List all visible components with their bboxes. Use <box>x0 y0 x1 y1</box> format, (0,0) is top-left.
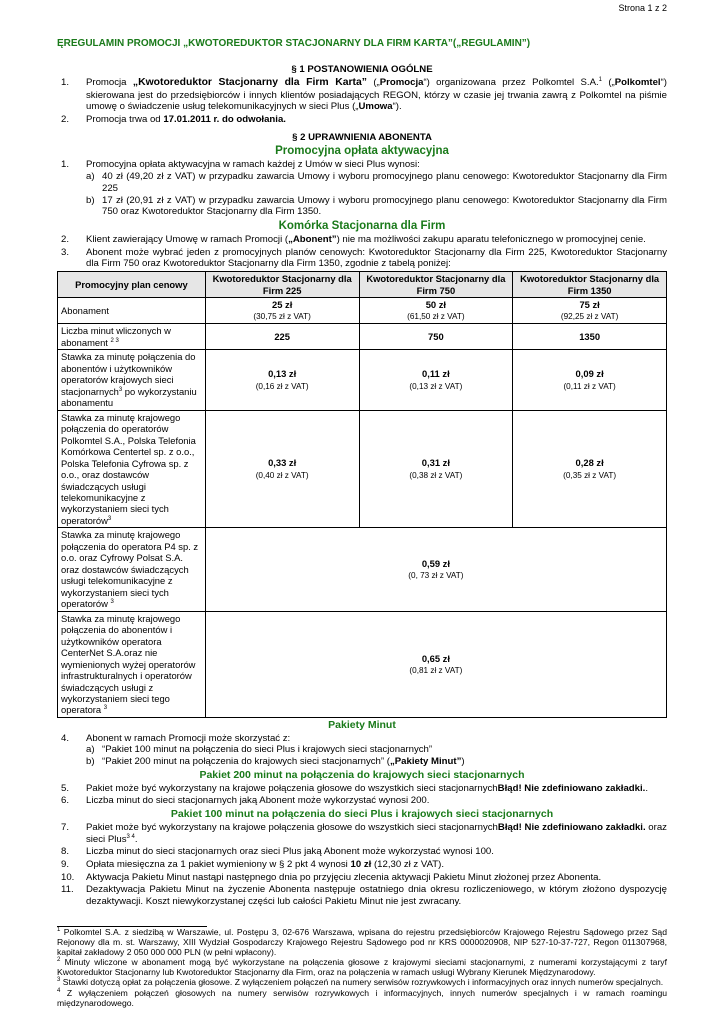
text: Stawka za minutę połączenia do abonentów i użytkowników operatorów krajowych sieci stacjonarnych <box>61 351 196 397</box>
text: Stawki dotyczą opłat za połączenia głosowe. Z wyłączeniem połączeń na numery serwisów rozrywkowych i informacyjnych oraz innych numerów specjalnych. <box>60 977 664 988</box>
list-item <box>57 884 667 907</box>
item-number: 2. <box>61 233 70 245</box>
text: Promocyjna opłata aktywacyjna w ramach każdej z Umów w sieci Plus wynosi: <box>86 159 420 171</box>
minutes: 1350 <box>579 331 601 343</box>
table-cell <box>359 350 513 410</box>
text: “). <box>392 101 402 113</box>
item-number: 9. <box>61 858 70 870</box>
term-polkomtel: Polkomtel <box>614 76 661 88</box>
table-cell <box>205 350 359 410</box>
footnote <box>57 927 667 957</box>
price: 0,33 zł <box>268 457 297 469</box>
sub-item <box>86 744 667 756</box>
price-vat: (0,40 zł z VAT) <box>255 470 309 480</box>
section-2-list <box>57 159 667 218</box>
price-vat: (0,38 zł z VAT) <box>409 470 463 480</box>
table-cell <box>205 410 359 528</box>
footnote <box>57 988 667 1008</box>
footnote-ref: 3 <box>103 705 108 712</box>
item-number: 4. <box>61 732 70 744</box>
sub-item <box>86 195 667 218</box>
sub-item <box>86 756 667 768</box>
text: Pakiet może być wykorzystany na krajowe połączenia głosowe do wszystkich sieci stacjonarnych <box>86 821 498 833</box>
footnote-number: 1 <box>57 926 61 933</box>
section-1-list <box>57 77 667 126</box>
text: Liczba minut do sieci stacjonarnych jaką Abonent może wykorzystać wynosi 200. <box>86 795 430 807</box>
footnote-number: 2 <box>57 957 61 964</box>
table-header: Kwotoreduktor Stacjonarny dla Firm 1350 <box>513 272 667 298</box>
table-cell <box>513 324 667 350</box>
table-cell <box>359 410 513 528</box>
table-cell <box>513 297 667 323</box>
page-number: Strona 1 z 2 <box>618 3 667 13</box>
document-title: ĘREGULAMIN PROMOCJI „KWOTOREDUKTOR STACJONARNY DLA FIRM KARTA”(„REGULAMIN”) <box>57 38 531 49</box>
item-number: 11. <box>61 884 74 896</box>
text: . <box>134 833 138 845</box>
text: po wykorzystaniu abonamentu <box>61 385 197 409</box>
item-number: 3. <box>61 246 70 258</box>
text: “Pakiet 200 minut na połączenia do krajowych sieci stacjonarnych” ( <box>102 756 390 768</box>
item-number: 6. <box>61 795 70 807</box>
table-header-row <box>58 272 667 298</box>
price-vat: (0,81 zł z VAT) <box>409 666 463 676</box>
price-vat: (0,16 zł z VAT) <box>255 381 309 391</box>
table-cell <box>513 350 667 410</box>
sub-list <box>86 171 667 218</box>
subheading-komorka: Komórka Stacjonarna dla Firm <box>278 219 446 232</box>
footnote-ref: 3 4 <box>126 833 135 840</box>
pakiet-200-list <box>57 783 667 807</box>
price: 25 zł <box>271 298 293 310</box>
item-number: 1. <box>61 159 70 171</box>
list-item <box>57 822 667 845</box>
text: Stawka za minutę krajowego połączenia do operatora P4 sp. z o.o. oraz Cyfrowy Polsat S.A. oraz dostawców świadczących usługi telekomunikacyjne z wykorzystaniem sieci tych operatorów <box>61 529 199 610</box>
table-cell <box>205 324 359 350</box>
section-1-heading: § 1 POSTANOWIENIA OGÓLNE <box>291 64 433 76</box>
price: 0,09 zł <box>575 368 604 380</box>
price: 0,65 zł <box>421 652 450 664</box>
price-vat: (92,25 zł z VAT) <box>560 312 619 322</box>
text: Polkomtel S.A. z siedzibą w Warszawie, ul. Postępu 3, 02-676 Warszawa, wpisana do rejestru przedsiębiorców Krajowego Rejestru Sądowego przez Sąd Rejonowy dla m. st. Warszawy, XIII Wydział Gospodarczy Krajowego Rejestru Sądowego pod nr KRS 0000020908, NIP 527-10-37-727, Regon 011307968, kapitał zakładowy 2 050 000 000 PLN (w pełni wpłacony). <box>57 926 667 958</box>
text: ) nie ma możliwości zakupu aparatu telefonicznego w promocyjnej cenie. <box>336 233 646 245</box>
sub-letter: a) <box>86 171 95 183</box>
table-header: Kwotoreduktor Stacjonarny dla Firm 750 <box>359 272 513 298</box>
error-text: Błąd! Nie zdefiniowano zakładki. <box>497 782 646 794</box>
footnote-ref: 1 <box>598 76 603 83</box>
text: 40 zł (49,20 zł z VAT) w przypadku zawarcia Umowy i wyboru promocyjnego planu cenowego: Kwotoreduktor Stacjonarny dla Firm 225 <box>102 171 667 194</box>
list-item <box>57 859 667 871</box>
sub-item <box>86 171 667 194</box>
list-item <box>57 234 667 246</box>
row-label: Abonament <box>58 297 206 323</box>
item-number: 5. <box>61 782 70 794</box>
text: („ <box>602 76 615 88</box>
error-text: Błąd! Nie zdefiniowano zakładki. <box>497 821 646 833</box>
sub-list <box>86 744 667 767</box>
item-number: 7. <box>61 821 70 833</box>
footnote-ref: 3 <box>107 515 112 522</box>
footnote-ref: 3 <box>118 386 123 393</box>
price-vat: (30,75 zł z VAT) <box>253 312 311 322</box>
text: Abonent może wybrać jeden z promocyjnych planów cenowych: Kwotoreduktor Stacjonarny dla Firm 225, Kwotoreduktor Stacjonarny dla Firm 750 oraz Kwotoreduktor Stacjonarny dla Firm 1350, zgodnie z tabelą poniżej: <box>86 246 667 270</box>
row-label <box>58 324 206 350</box>
term-promocja: Promocja <box>379 76 424 88</box>
price: 50 zł <box>425 298 447 310</box>
text: Stawka za minutę krajowego połączenia do abonentów i użytkowników operatora CenterNet S.A.oraz nie wymienionych wyżej operatorów infrastrukturalnych i operatorów świadczących usługi z wykorzystaniem sieci tego operatora <box>61 612 196 716</box>
text: ) <box>461 756 465 768</box>
sub-letter: b) <box>86 194 95 206</box>
list-item <box>57 872 667 884</box>
pakiet-100-list <box>57 822 667 908</box>
table-row <box>58 410 667 528</box>
list-item <box>57 846 667 858</box>
text: Pakiet może być wykorzystany na krajowe połączenia głosowe do wszystkich sieci stacjonarnych <box>86 782 498 794</box>
table-cell <box>359 324 513 350</box>
table-cell <box>205 297 359 323</box>
item-number: 8. <box>61 846 70 858</box>
text: Opłata miesięczna za 1 pakiet wymieniony w § 2 pkt 4 wynosi <box>86 858 351 870</box>
text: („ <box>366 76 380 88</box>
text: oraz sieci Plus <box>86 821 667 845</box>
table-row <box>58 297 667 323</box>
price: 0,13 zł <box>268 368 297 380</box>
price: 0,28 zł <box>575 457 604 469</box>
list-item <box>57 795 667 807</box>
footnote <box>57 977 667 987</box>
table-row <box>58 350 667 410</box>
list-item <box>57 77 667 113</box>
price: 10 zł <box>350 858 372 870</box>
section-2-heading: § 2 UPRAWNIENIA ABONENTA <box>292 131 432 143</box>
sub-letter: a) <box>86 744 95 756</box>
sub-letter: b) <box>86 756 95 768</box>
text: Promocja <box>86 76 133 88</box>
text: Z wyłączeniem połączeń głosowych na numery serwisów rozrywkowych i informacyjnych, innych numerów specjalnych i w ramach roamingu międzynarodowego. <box>57 987 667 1008</box>
footnote-number: 4 <box>57 987 61 994</box>
text: Abonent w ramach Promocji może skorzystać z: <box>86 732 291 744</box>
item-number: 10. <box>61 871 75 883</box>
list-item <box>57 114 667 126</box>
pakiety-list <box>57 733 667 768</box>
text: Klient zawierający Umowę w ramach Promocji ( <box>86 233 289 245</box>
list-item <box>57 783 667 795</box>
text: “Pakiet 100 minut na połączenia do sieci Plus i krajowych sieci stacjonarnych” <box>102 744 433 756</box>
term-umowa: Umowa <box>358 101 393 113</box>
text: Minuty wliczone w abonament mogą być wykorzystane na połączenia głosowe z krajowymi sieciami stacjonarnymi, z numerami korzystającymi z taryf Kwotoreduktor Stacjonarny lub Kwotoreduktor Stacjonarny dla Firm, oraz na połączenia w ramach usługi Wybrany Kierunek Międzynarodowy. <box>57 957 667 978</box>
text: 17 zł (20,91 zł z VAT) w przypadku zawarcia Umowy i wyboru promocyjnego planu cenowego: Kwotoreduktor Stacjonarny dla Firm 750 oraz Kwotoreduktor Stacjonarny dla Firm 1350. <box>102 194 667 218</box>
pricing-table <box>57 271 667 718</box>
row-label <box>58 528 206 611</box>
text: Dezaktywacja Pakietu Minut na życzenie Abonenta następuje ostatniego dnia okresu rozliczeniowego, w którym złożono dyspozycję dezaktywacji. Koszt niewykorzystanej części lub całości Pakietu Minut nie jest zwracany. <box>86 884 667 908</box>
subheading-pakiety: Pakiety Minut <box>328 718 396 731</box>
promo-name: „Kwotoreduktor Stacjonarny dla Firm Karta” <box>132 76 367 88</box>
price-vat: (0,35 zł z VAT) <box>563 470 617 480</box>
term-pakiety: „Pakiety Minut” <box>389 756 462 768</box>
table-row <box>58 528 667 611</box>
footnote-ref: 3 <box>110 599 114 606</box>
table-cell <box>513 410 667 528</box>
price: 0,59 zł <box>421 557 450 569</box>
table-cell-merged <box>205 611 666 717</box>
subheading-activation-fee: Promocyjna opłata aktywacyjna <box>275 145 449 158</box>
text: (12,30 zł z VAT). <box>371 858 444 870</box>
row-label <box>58 611 206 717</box>
footnotes <box>57 927 667 1008</box>
text: “) skierowana jest do przedsiębiorców i innych klientów posiadających REGON, którzy w czasie jej trwania zawrą z Polkomtel na piśmie umowę o świadczenie usług telekomunikacyjnych w sieci Plus („ <box>86 76 667 113</box>
subheading-pakiet-200: Pakiet 200 minut na połączenia do krajowych sieci stacjonarnych <box>199 768 525 781</box>
price-vat: (0, 73 zł z VAT) <box>408 571 464 581</box>
table-row <box>58 611 667 717</box>
text: Aktywacja Pakietu Minut nastąpi następnego dnia po przyjęciu zlecenia aktywacji Pakietu Minut złożonej przez Abonenta. <box>86 871 602 883</box>
footnote-ref: 2 3 <box>110 337 119 344</box>
price-vat: (0,13 zł z VAT) <box>409 381 463 391</box>
list-item <box>57 247 667 270</box>
text: Promocja trwa od <box>86 113 164 125</box>
document-page <box>57 0 667 1008</box>
price-vat: (0,11 zł z VAT) <box>563 381 616 391</box>
minutes: 225 <box>274 331 290 343</box>
text: Liczba minut do sieci stacjonarnych oraz sieci Plus jaką Abonent może wykorzystać wynosi 100. <box>86 846 494 858</box>
row-label <box>58 410 206 528</box>
price: 75 zł <box>579 298 600 310</box>
term-abonent: „Abonent” <box>288 233 337 245</box>
minutes: 750 <box>428 331 444 343</box>
footnote-number: 3 <box>57 977 61 984</box>
table-cell <box>359 297 513 323</box>
footnote <box>57 957 667 977</box>
promo-date: 17.01.2011 r. do odwołania. <box>163 113 286 125</box>
list-item <box>57 159 667 218</box>
text: . <box>645 782 648 794</box>
section-2b-list <box>57 234 667 270</box>
item-number: 2. <box>61 113 70 125</box>
price: 0,31 zł <box>421 457 450 469</box>
table-cell-merged <box>205 528 666 611</box>
price-vat: (61,50 zł z VAT) <box>407 312 465 322</box>
row-label <box>58 350 206 410</box>
text: Stawka za minutę krajowego połączenia do operatorów Polkomtel S.A., Polska Telefonia Komórkowa Centertel sp. z o.o., Polska Telefonia Cyfrowa sp. z o.o., oraz dostawców świadczących usługi telekomunikacyjne z wykorzystaniem sieci tych operatorów <box>61 411 196 526</box>
table-header: Kwotoreduktor Stacjonarny dla Firm 225 <box>205 272 359 298</box>
table-header: Promocyjny plan cenowy <box>58 272 206 298</box>
text: “) organizowana przez Polkomtel S.A. <box>423 76 599 88</box>
subheading-pakiet-100: Pakiet 100 minut na połączenia do sieci Plus i krajowych sieci stacjonarnych <box>170 808 554 821</box>
price: 0,11 zł <box>422 368 450 380</box>
list-item <box>57 733 667 768</box>
table-row <box>58 324 667 350</box>
item-number: 1. <box>61 76 70 88</box>
text: Liczba minut wliczonych w abonament <box>61 325 171 348</box>
